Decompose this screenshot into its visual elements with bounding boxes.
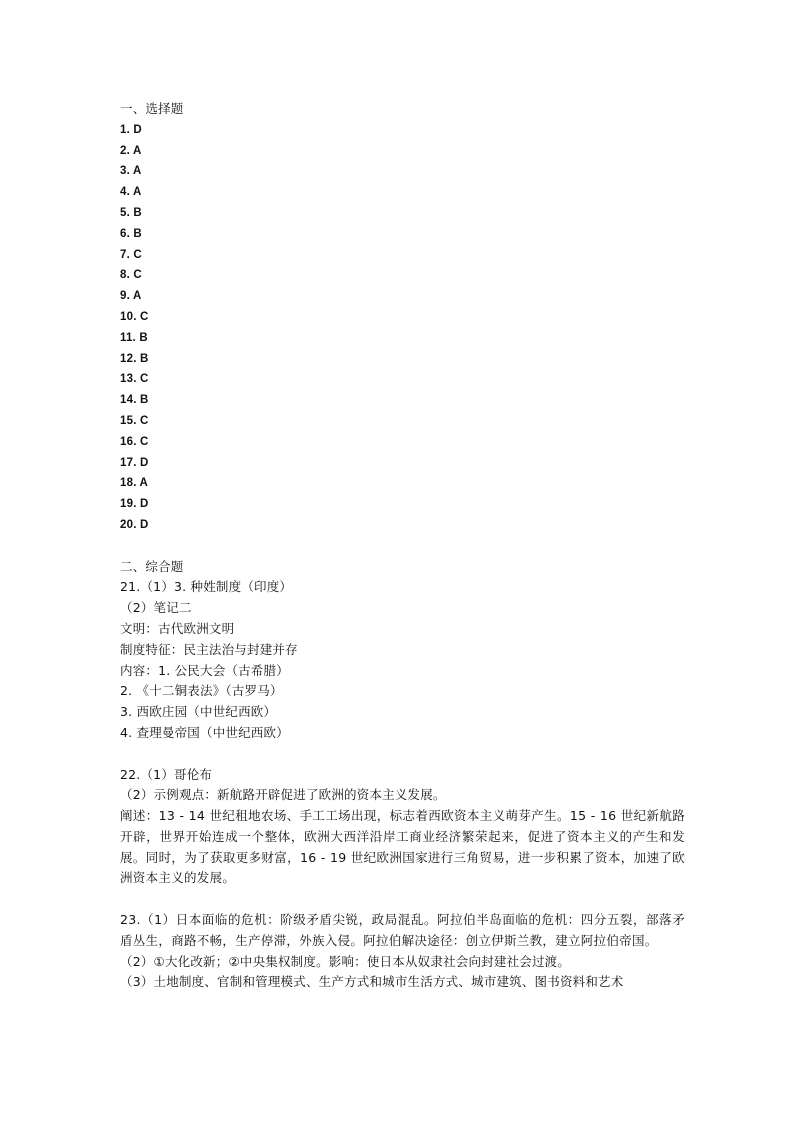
answer-item: 15. C (120, 414, 149, 427)
q21-content-2: 2. 《十二铜表法》（古罗马） (120, 683, 283, 699)
question-23 (120, 910, 685, 993)
answer-item: 1. D (120, 123, 142, 136)
q23-part1: 23.（1）日本面临的危机：阶级矛盾尖锐，政局混乱。阿拉伯半岛面临的危机：四分五裂，部落矛盾丛生，商路不畅，生产停滞，外族入侵。阿拉伯解决途径：创立伊斯兰教，建立阿拉伯帝国。 (120, 912, 685, 948)
answer-item: 8. C (120, 269, 142, 282)
q22-part2: （2）示例观点：新航路开辟促进了欧洲的资本主义发展。 (120, 787, 446, 803)
answer-item: 11. B (120, 331, 148, 344)
q21-content-3: 3. 西欧庄园（中世纪西欧） (120, 704, 277, 720)
answer-item: 5. B (120, 206, 142, 219)
q21-content-1: 内容：1. 公民大会（古希腊） (120, 662, 289, 678)
q21-civilization: 文明：古代欧洲文明 (120, 620, 235, 636)
answer-item: 13. C (120, 373, 149, 386)
answer-item: 19. D (120, 498, 149, 511)
q23-part2: （2）①大化改新；②中央集权制度。影响：使日本从奴隶社会向封建社会过渡。 (120, 953, 571, 969)
q21-part2: （2）笔记二 (120, 600, 192, 616)
q21-part1: 21.（1）3. 种姓制度（印度） (120, 579, 293, 595)
answer-item: 6. B (120, 227, 142, 240)
answer-item: 3. A (120, 165, 142, 178)
answer-sheet (120, 99, 685, 993)
q23-part3: （3）土地制度、官制和管理模式、生产方式和城市生活方式、城市建筑、图书资料和艺术 (120, 974, 624, 990)
answer-item: 9. A (120, 290, 142, 303)
blank-line (120, 536, 685, 557)
answer-item: 18. A (120, 477, 149, 490)
section-heading-comprehensive: 二、综合题 (120, 558, 184, 574)
answer-item: 17. D (120, 456, 149, 469)
answer-list (120, 120, 685, 536)
answer-item: 20. D (120, 518, 149, 531)
answer-item: 7. C (120, 248, 142, 261)
answer-item: 16. C (120, 435, 149, 448)
answer-item: 10. C (120, 310, 149, 323)
answer-item: 2. A (120, 144, 142, 157)
answer-item: 12. B (120, 352, 149, 365)
q22-part1: 22.（1）哥伦布 (120, 766, 213, 782)
q22-elaboration: 阐述：13 - 14 世纪租地农场、手工工场出现，标志着西欧资本主义萌芽产生。15 - 16 世纪新航路开辟，世界开始连成一个整体，欧洲大西洋沿岸工商业经济繁荣起来，促进了资本主义的产生和发展。同时，为了获取更多财富，16 - 19 世纪欧洲国家进行三角贸易，进一步积累了资本，加速了欧洲资本主义的发展。 (120, 808, 685, 886)
q21-content-4: 4. 查理曼帝国（中世纪西欧） (120, 724, 289, 740)
question-22 (120, 765, 685, 890)
question-21 (120, 577, 685, 743)
blank-line (120, 889, 685, 910)
q21-feature: 制度特征：民主法治与封建并存 (120, 641, 298, 657)
answer-item: 14. B (120, 394, 149, 407)
answer-item: 4. A (120, 186, 142, 199)
blank-line (120, 744, 685, 765)
section-heading-choice: 一、选择题 (120, 101, 184, 116)
